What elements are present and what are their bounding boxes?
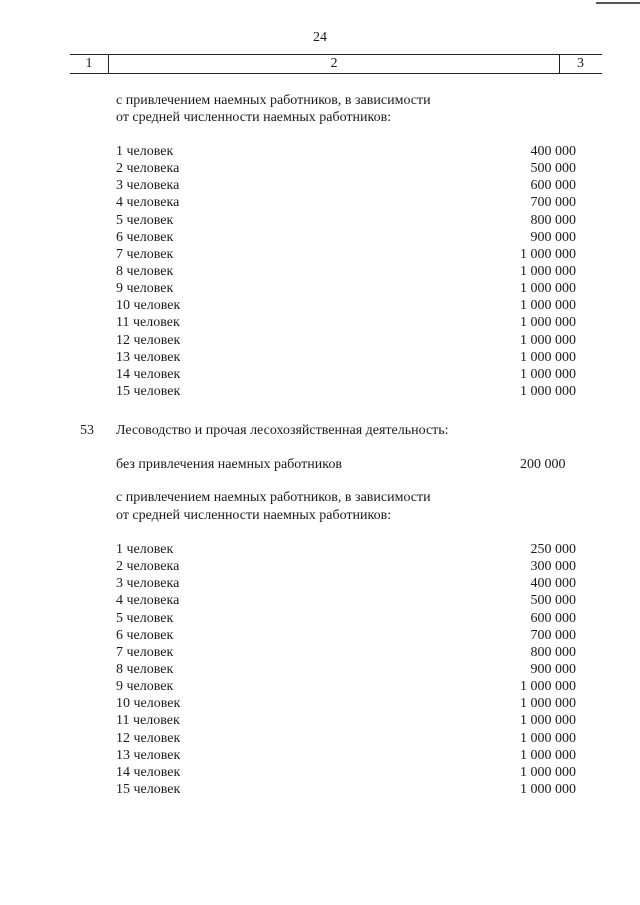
list-item-value: 600 000 — [530, 178, 576, 194]
section53-title: Лесоводство и прочая лесохозяйственная деятельность: — [116, 423, 449, 438]
list-item — [116, 177, 576, 194]
list-item-label: 12 человек — [116, 332, 181, 348]
list-item-label: 15 человек — [116, 383, 181, 399]
list-item — [116, 314, 576, 331]
table-header — [70, 54, 602, 74]
list-item-label: 4 человека — [116, 593, 180, 609]
list-item — [116, 627, 576, 644]
list-item-value: 900 000 — [530, 229, 576, 245]
section53-no-workers-value: 200 000 — [520, 457, 566, 472]
list-item-value: 300 000 — [530, 559, 576, 575]
list-item — [116, 160, 576, 177]
list-item-label: 9 человек — [116, 281, 174, 297]
list-item-value: 700 000 — [530, 195, 576, 211]
section53-no-workers-label: без привлечения наемных работников — [116, 457, 342, 472]
list-item-label: 1 человек — [116, 542, 174, 557]
list-item — [116, 297, 576, 314]
list-item — [116, 349, 576, 366]
list-item-value: 800 000 — [530, 644, 576, 660]
list-item — [116, 143, 576, 160]
list-item-label: 1 человек — [116, 144, 174, 159]
list-item-label: 6 человек — [116, 627, 174, 643]
header-col-3: 3 — [577, 56, 584, 71]
block1-list — [116, 143, 576, 400]
list-item-label: 8 человек — [116, 661, 174, 677]
list-item-value: 1 000 000 — [520, 383, 576, 399]
list-item-value: 600 000 — [530, 610, 576, 626]
list-item-value: 1 000 000 — [520, 298, 576, 314]
list-item — [116, 610, 576, 627]
list-item-value: 1 000 000 — [520, 747, 576, 763]
list-item-value: 700 000 — [530, 627, 576, 643]
list-item-label: 14 человек — [116, 366, 181, 382]
list-item — [116, 558, 576, 575]
section53-intro-line2: от средней численности наемных работников: — [116, 508, 392, 523]
list-item-label: 9 человек — [116, 679, 174, 695]
list-item-value: 1 000 000 — [520, 332, 576, 348]
list-item — [116, 764, 576, 781]
header-col-2: 2 — [108, 55, 560, 73]
list-item-value: 1 000 000 — [520, 781, 576, 797]
list-item-value: 1 000 000 — [520, 349, 576, 365]
list-item-label: 5 человек — [116, 610, 174, 626]
list-item — [116, 212, 576, 229]
list-item — [116, 194, 576, 211]
list-item-value: 1 000 000 — [520, 281, 576, 297]
list-item-value: 1 000 000 — [520, 696, 576, 712]
block1-intro-line1: с привлечением наемных работников, в зависимости — [116, 93, 431, 108]
page-number: 24 — [313, 30, 327, 45]
list-item-value: 1 000 000 — [520, 315, 576, 331]
list-item-label: 11 человек — [116, 315, 180, 331]
list-item-value: 1 000 000 — [520, 263, 576, 279]
list-item-label: 12 человек — [116, 730, 181, 746]
section53-list — [116, 541, 576, 798]
list-item-label: 3 человека — [116, 576, 180, 592]
list-item-value: 1 000 000 — [520, 730, 576, 746]
list-item-label: 5 человек — [116, 212, 174, 228]
list-item — [116, 781, 576, 798]
list-item-value: 400 000 — [530, 144, 576, 159]
list-item-label: 6 человек — [116, 229, 174, 245]
list-item-label: 14 человек — [116, 764, 181, 780]
section53-intro-line1: с привлечением наемных работников, в зависимости — [116, 490, 431, 505]
list-item — [116, 366, 576, 383]
list-item-label: 11 человек — [116, 713, 180, 729]
list-item-label: 4 человека — [116, 195, 180, 211]
list-item — [116, 332, 576, 349]
list-item-value: 1 000 000 — [520, 713, 576, 729]
list-item-label: 7 человек — [116, 644, 174, 660]
list-item-label: 15 человек — [116, 781, 181, 797]
list-item — [116, 229, 576, 246]
list-item — [116, 246, 576, 263]
list-item-value: 400 000 — [530, 576, 576, 592]
list-item — [116, 280, 576, 297]
list-item-value: 1 000 000 — [520, 246, 576, 262]
list-item-label: 2 человека — [116, 161, 180, 177]
list-item-label: 2 человека — [116, 559, 180, 575]
list-item — [116, 747, 576, 764]
list-item-label: 10 человек — [116, 298, 181, 314]
list-item — [116, 263, 576, 280]
list-item-label: 3 человека — [116, 178, 180, 194]
list-item — [116, 644, 576, 661]
list-item-label: 13 человек — [116, 747, 181, 763]
list-item — [116, 678, 576, 695]
header-col-1: 1 — [85, 56, 93, 71]
list-item-label: 13 человек — [116, 349, 181, 365]
list-item-value: 500 000 — [530, 161, 576, 177]
list-item — [116, 695, 576, 712]
list-item-value: 800 000 — [530, 212, 576, 228]
list-item-value: 1 000 000 — [520, 679, 576, 695]
list-item — [116, 383, 576, 400]
list-item-label: 10 человек — [116, 696, 181, 712]
list-item-value: 500 000 — [530, 593, 576, 609]
list-item — [116, 712, 576, 729]
section53-number: 53 — [80, 423, 94, 438]
block1-intro-line2: от средней численности наемных работников: — [116, 110, 392, 125]
list-item-value: 1 000 000 — [520, 366, 576, 382]
list-item — [116, 730, 576, 747]
list-item-label: 7 человек — [116, 246, 174, 262]
list-item — [116, 592, 576, 609]
list-item-value: 250 000 — [530, 542, 576, 557]
list-item — [116, 661, 576, 678]
list-item — [116, 575, 576, 592]
corner-mark — [596, 2, 640, 4]
list-item-value: 900 000 — [530, 661, 576, 677]
list-item-label: 8 человек — [116, 263, 174, 279]
list-item — [116, 541, 576, 558]
list-item-value: 1 000 000 — [520, 764, 576, 780]
